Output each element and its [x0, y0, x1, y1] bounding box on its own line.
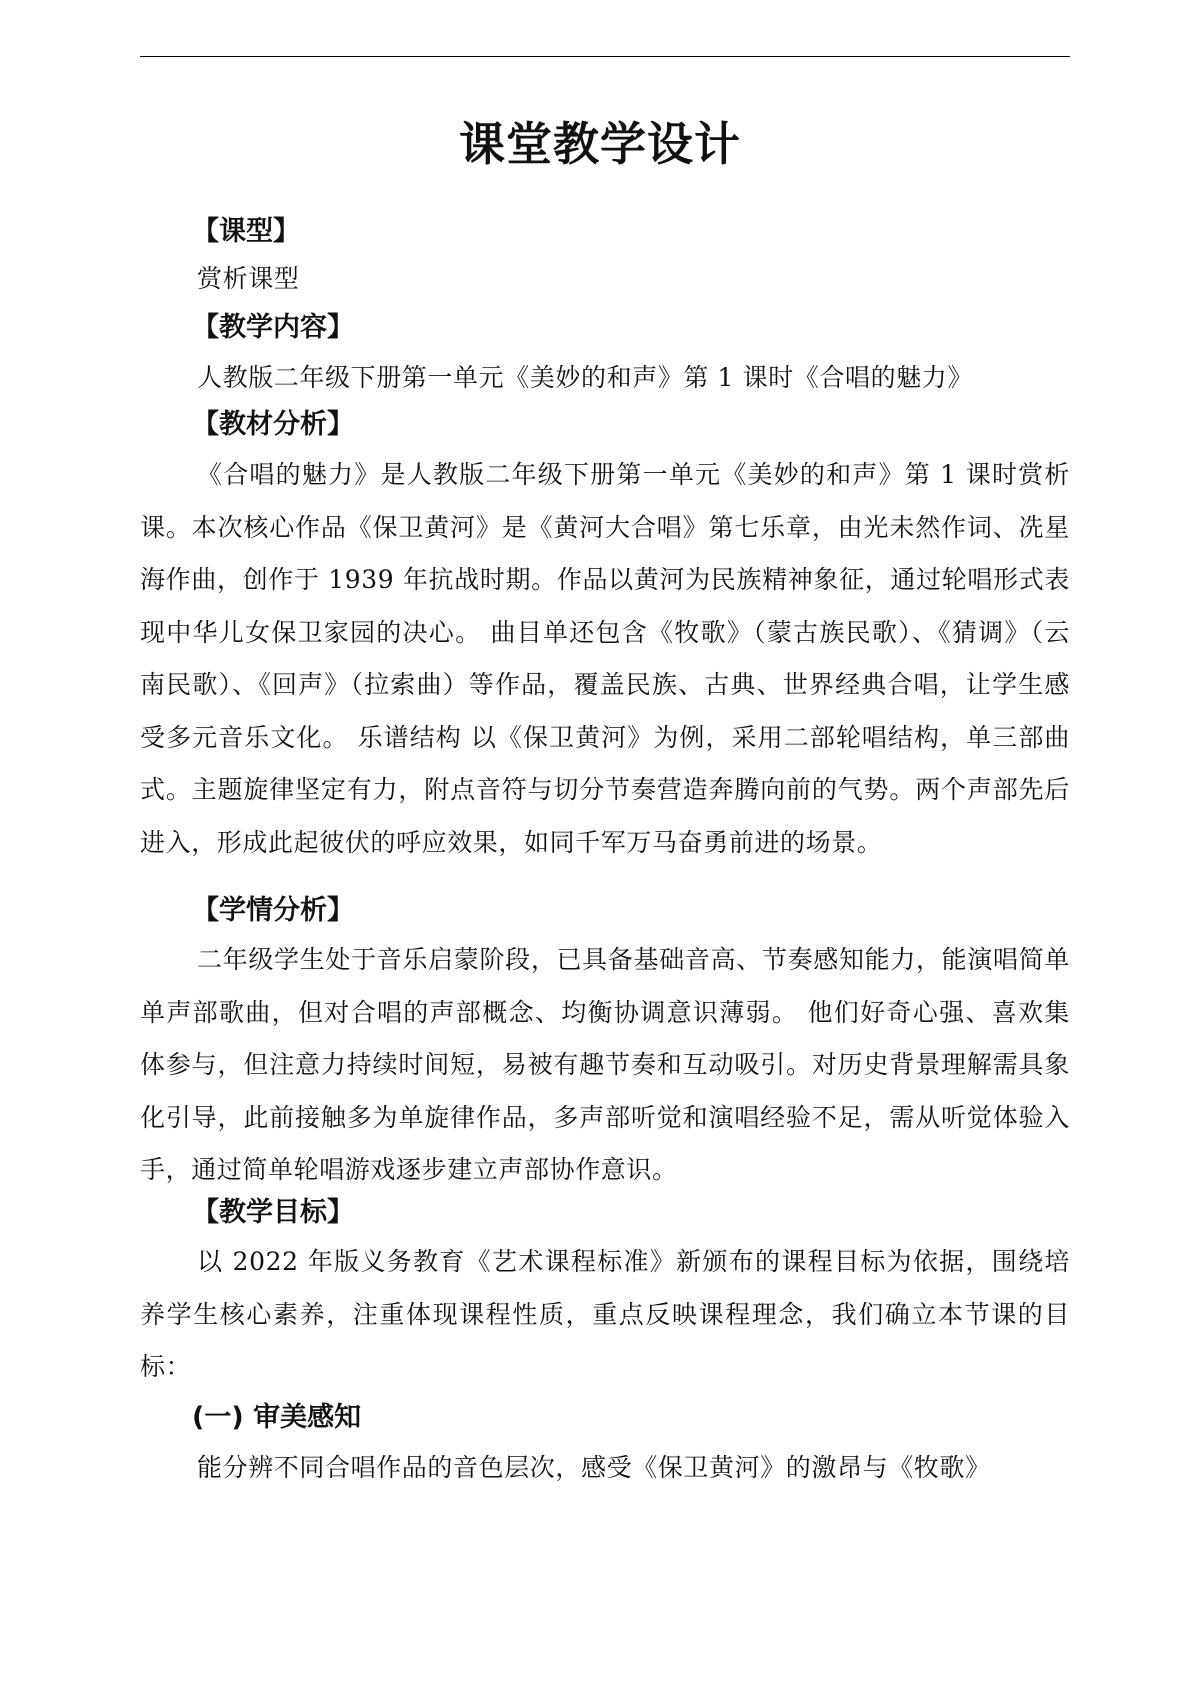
- section-text-teaching-objectives: 以 2022 年版义务教育《艺术课程标准》新颁布的课程目标为依据，围绕培养学生核心素养，注重体现课程性质，重点反映课程理念，我们确立本节课的目标：: [140, 1247, 1070, 1381]
- section-heading-lesson-type: 【课型】: [192, 216, 300, 247]
- section-heading-teaching-objectives: 【教学目标】: [192, 1197, 354, 1228]
- section-heading-student-analysis: 【学情分析】: [192, 895, 354, 926]
- subsection-text-aesthetic-perception: 能分辨不同合唱作品的音色层次，感受《保卫黄河》的激昂与《牧歌》: [197, 1453, 991, 1482]
- page-title: 课堂教学设计: [459, 117, 741, 171]
- section-text-student-analysis: 二年级学生处于音乐启蒙阶段，已具备基础音高、节奏感知能力，能演唱简单单声部歌曲，但对合唱的声部概念、均衡协调意识薄弱。 他们好奇心强、喜欢集体参与，但注意力持续时间短，易被有趣节奏和互动吸引。对历史背景理解需具象化引导，此前接触多为单旋律作品，多声部听觉和演唱经验不足，需从听觉体验入手，通过简单轮唱游戏逐步建立声部协作意识。: [140, 945, 1070, 1184]
- header-rule: [140, 56, 1070, 57]
- section-text-teaching-content: 人教版二年级下册第一单元《美妙的和声》第 1 课时《合唱的魅力》: [197, 363, 974, 392]
- section-text-material-analysis: 《合唱的魅力》是人教版二年级下册第一单元《美妙的和声》第 1 课时赏析课。本次核心作品《保卫黄河》是《黄河大合唱》第七乐章，由光未然作词、冼星海作曲，创作于 1939 年抗战时期。作品以黄河为民族精神象征，通过轮唱形式表现中华儿女保卫家园的决心。 曲目单还包含《牧歌》（蒙古族民歌）、《猜调》（云南民歌）、《回声》（拉索曲）等作品，覆盖民族、古典、世界经典合唱，让学生感受多元音乐文化。 乐谱结构 以《保卫黄河》为例，采用二部轮唱结构，单三部曲式。主题旋律坚定有力，附点音符与切分节奏营造奔腾向前的气势。两个声部先后进入，形成此起彼伏的呼应效果，如同千军万马奋勇前进的场景。: [140, 460, 1070, 857]
- section-text-lesson-type: 赏析课型: [197, 264, 300, 293]
- section-heading-teaching-content: 【教学内容】: [192, 312, 354, 343]
- section-heading-material-analysis: 【教材分析】: [192, 409, 354, 440]
- subsection-heading-aesthetic-perception: (一) 审美感知: [192, 1402, 362, 1433]
